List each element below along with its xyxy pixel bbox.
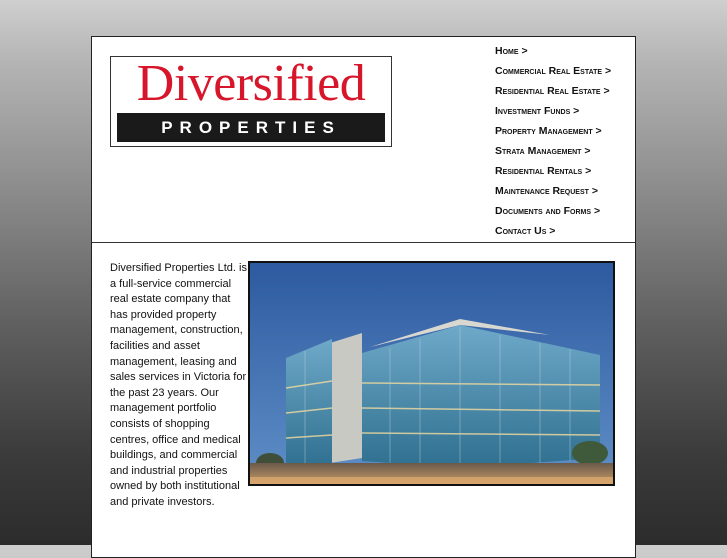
nav-maintenance-request[interactable]: Maintenance Request > <box>495 185 598 197</box>
logo-name: Diversified <box>136 55 366 112</box>
nav-contact-us[interactable]: Contact Us > <box>495 225 556 237</box>
building-photo <box>248 261 615 486</box>
page-container <box>91 36 636 558</box>
nav-documents-and-forms[interactable]: Documents and Forms > <box>495 205 601 217</box>
header <box>92 37 635 243</box>
nav-commercial-real-estate[interactable]: Commercial Real Estate > <box>495 65 612 77</box>
main-content <box>92 243 635 557</box>
logo-subtitle: PROPERTIES <box>117 113 385 142</box>
nav-investment-funds[interactable]: Investment Funds > <box>495 105 580 117</box>
nav-strata-management[interactable]: Strata Management > <box>495 145 591 157</box>
company-logo[interactable] <box>110 56 392 147</box>
nav-residential-rentals[interactable]: Residential Rentals > <box>495 165 592 177</box>
main-nav <box>495 41 635 241</box>
nav-property-management[interactable]: Property Management > <box>495 125 602 137</box>
nav-home[interactable]: Home > <box>495 45 528 57</box>
intro-paragraph: Diversified Properties Ltd. is a full-service commercial real estate company that has provided property management, construction, facilities and asset management, leasing and sales services in Victoria for the past 23 years. Our management portfolio consists of shopping centres, office and medical buildings, and commercial and industrial properties owned by both institutional and private investors. <box>110 262 247 508</box>
nav-residential-real-estate[interactable]: Residential Real Estate > <box>495 85 610 97</box>
